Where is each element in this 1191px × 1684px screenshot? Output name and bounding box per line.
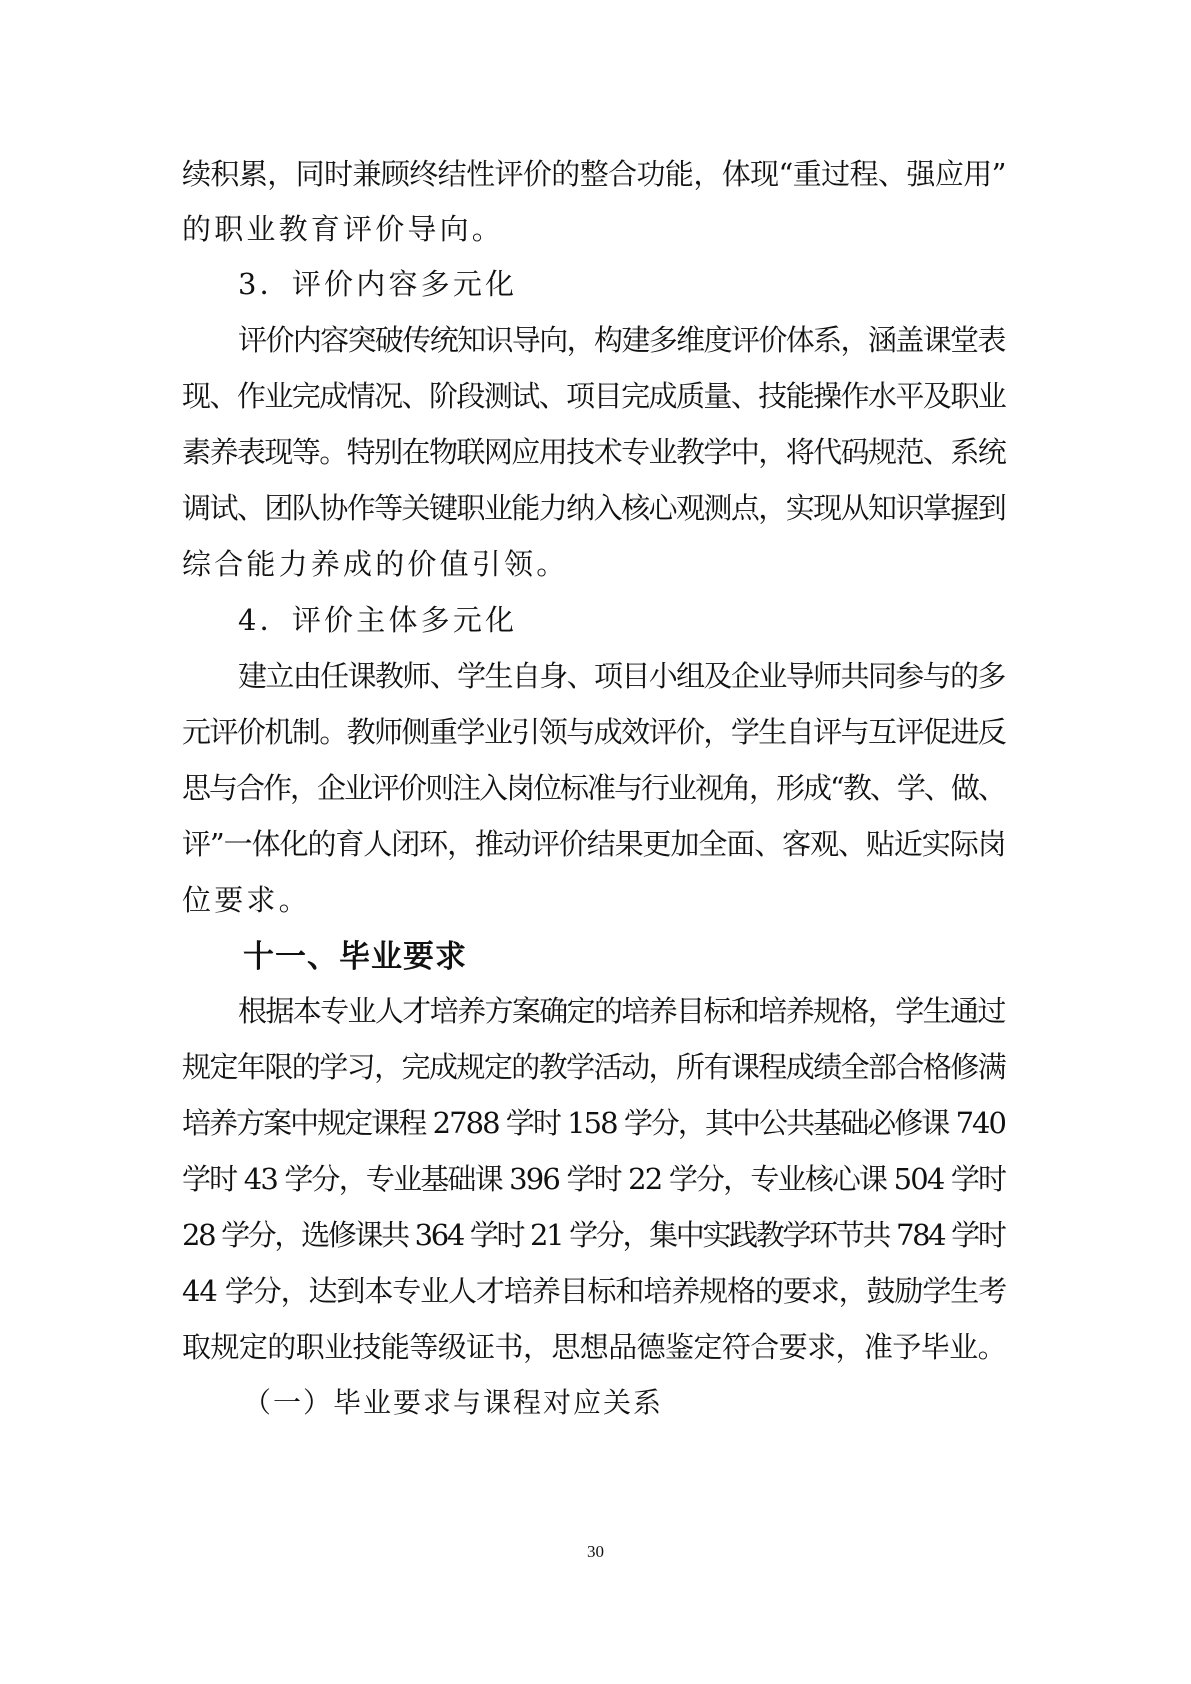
- paragraph-line: 综合能力养成的价值引领。: [182, 547, 569, 581]
- paragraph-line: 调试、团队协作等关键职业能力纳入核心观测点，实现从知识掌握到: [182, 491, 1006, 525]
- paragraph-line: 素养表现等。特别在物联网应用技术专业教学中，将代码规范、系统: [182, 435, 1006, 469]
- paragraph-line: 学时 43 学分，专业基础课 396 学时 22 学分，专业核心课 504 学时: [182, 1162, 1006, 1196]
- paragraph-line: 位要求。: [182, 883, 311, 917]
- paragraph-line: 思与合作，企业评价则注入岗位标准与行业视角，形成“教、学、做、: [182, 771, 1005, 805]
- paragraph-line: 培养方案中规定课程 2788 学时 158 学分，其中公共基础必修课 740: [182, 1106, 1006, 1140]
- paragraph-line: 28 学分，选修课共 364 学时 21 学分，集中实践教学环节共 784 学时: [182, 1218, 1005, 1252]
- paragraph-line: 建立由任课教师、学生自身、项目小组及企业导师共同参与的多: [238, 659, 1005, 693]
- paragraph-line: 44 学分，达到本专业人才培养目标和培养规格的要求，鼓励学生考: [182, 1274, 1007, 1308]
- paragraph-line: 根据本专业人才培养方案确定的培养目标和培养规格，学生通过: [238, 994, 1005, 1028]
- section-11-subheading: （一）毕业要求与课程对应关系: [243, 1386, 664, 1419]
- paragraph-line: 元评价机制。教师侧重学业引领与成效评价，学生自评与互评促进反: [182, 715, 1006, 749]
- section-4-title: 4．评价主体多元化: [238, 603, 518, 637]
- paragraph-line: 规定年限的学习，完成规定的教学活动，所有课程成绩全部合格修满: [182, 1050, 1006, 1084]
- paragraph-line: 取规定的职业技能等级证书，思想品德鉴定符合要求，准予毕业。: [182, 1330, 1007, 1364]
- paragraph-line: 评”一体化的育人闭环，推动评价结果更加全面、客观、贴近实际岗: [182, 827, 1006, 861]
- paragraph-line: 现、作业完成情况、阶段测试、项目完成质量、技能操作水平及职业: [182, 379, 1006, 413]
- section-11-heading: 十一、毕业要求: [243, 939, 467, 975]
- section-3-title: 3．评价内容多元化: [238, 267, 518, 301]
- paragraph-line: 续积累，同时兼顾终结性评价的整合功能，体现“重过程、强应用”: [182, 157, 1006, 191]
- paragraph-line: 评价内容突破传统知识导向，构建多维度评价体系，涵盖课堂表: [238, 323, 1005, 357]
- page-number: 30: [587, 1542, 604, 1561]
- paragraph-line: 的职业教育评价导向。: [182, 212, 505, 246]
